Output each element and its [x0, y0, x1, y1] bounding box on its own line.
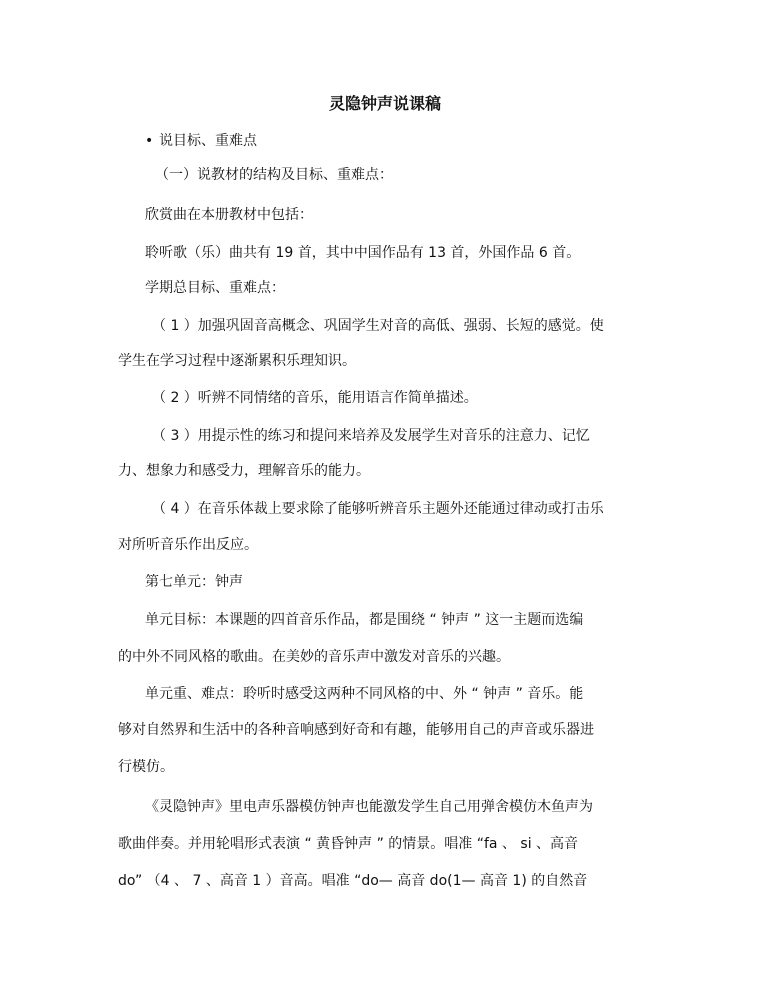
text-line: 聆听歌（乐）曲共有 19 首，其中中国作品有 13 首，外国作品 6 首。 [145, 245, 581, 261]
text-line: （ 2 ）听辨不同情绪的音乐，能用语言作简单描述。 [152, 390, 478, 406]
text-line: 欣赏曲在本册教材中包括： [145, 207, 313, 223]
text-line: do” （4 、 7 、高音 1 ）音高。唱准 “do— 高音 do(1— 高音 1) 的自然音 [118, 873, 588, 889]
text-line: （一）说教材的结构及目标、重难点： [155, 167, 393, 183]
text-line: 力、想象力和感受力，理解音乐的能力。 [118, 463, 370, 479]
text-line: 第七单元：钟声 [145, 574, 243, 590]
text-line: 歌曲伴奏。并用轮唱形式表演 “ 黄昏钟声 ” 的情景。唱准 “fa 、 si 、高音 [118, 836, 579, 852]
text-line: 学生在学习过程中逐渐累积乐理知识。 [118, 353, 356, 369]
text-line: 够对自然界和生活中的各种音响感到好奇和有趣，能够用自己的声音或乐器进 [118, 722, 594, 738]
bullet-dot: • [145, 133, 154, 149]
bullet-text: 说目标、重难点 [159, 133, 257, 149]
text-line: 学期总目标、重难点： [145, 280, 285, 296]
text-line: 行模仿。 [118, 759, 174, 775]
text-line: （ 4 ）在音乐体裁上要求除了能够听辨音乐主题外还能通过律动或打击乐 [152, 501, 604, 517]
text-line: 的中外不同风格的歌曲。在美妙的音乐声中激发对音乐的兴趣。 [118, 649, 510, 665]
text-line: 对所听音乐作出反应。 [118, 537, 258, 553]
text-line: （ 3 ）用提示性的练习和提问来培养及发展学生对音乐的注意力、记忆 [152, 428, 590, 444]
bullet-item [145, 131, 257, 151]
text-line: 《灵隐钟声》里电声乐器模仿钟声也能激发学生自己用弹舍模仿木鱼声为 [145, 799, 593, 815]
document-title: 灵隐钟声说课稿 [328, 94, 441, 113]
text-line: 单元目标：本课题的四首音乐作品，都是围绕 “ 钟声 ” 这一主题而选编 [145, 612, 584, 628]
text-line: 单元重、难点：聆听时感受这两种不同风格的中、外 “ 钟声 ” 音乐。能 [145, 686, 584, 702]
text-line: （ 1 ）加强巩固音高概念、巩固学生对音的高低、强弱、长短的感觉。使 [152, 318, 604, 334]
